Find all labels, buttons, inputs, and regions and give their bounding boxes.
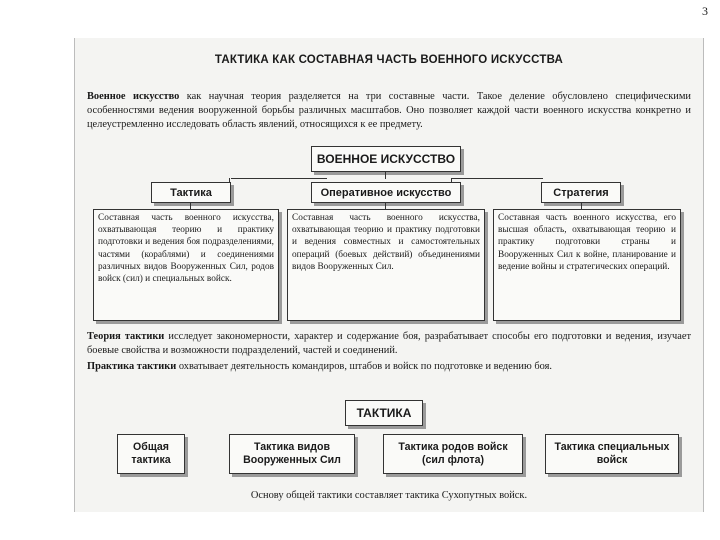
- theory-paragraph: [87, 330, 691, 358]
- connector-line: [385, 172, 386, 179]
- page-number: 3: [702, 4, 708, 18]
- special-troops-tactics-box: Тактика специальных войск: [545, 434, 679, 474]
- document-sheet: [74, 38, 704, 512]
- tactics-description-box: Составная часть военного искусства, охватывающая теорию и практику подготовки и ведения боя подразделениями, частями (кораблями) и соединениями различных видов Вооруженных Сил, родов войск (сил) и специальных войск.: [93, 209, 279, 321]
- armed-forces-branches-tactics-box: Тактика видов Вооруженных Сил: [229, 434, 355, 474]
- general-tactics-box: Общая тактика: [117, 434, 185, 474]
- military-art-root-box: ВОЕННОЕ ИСКУССТВО: [311, 146, 461, 172]
- intro-term: Военное искусство: [87, 91, 180, 102]
- practice-paragraph: [87, 360, 691, 374]
- bottom-note: Основу общей тактики составляет тактика Сухопутных войск.: [250, 490, 528, 501]
- connector-line: [451, 178, 543, 179]
- theory-text: исследует закономерности, характер и содержание боя, разрабатывает способы его подготовки и ведения, изучает боевые свойства и возможности подразделений, частей и соединений.: [87, 331, 691, 356]
- practice-text: охватывает деятельность командиров, штабов и войск по подготовке и ведению боя.: [176, 361, 552, 372]
- tactics-header-box: Тактика: [151, 182, 231, 203]
- tactics-root-box: ТАКТИКА: [345, 400, 423, 426]
- page-title: ТАКТИКА КАК СОСТАВНАЯ ЧАСТЬ ВОЕННОГО ИСКУССТВА: [214, 54, 564, 66]
- practice-term: Практика тактики: [87, 361, 177, 372]
- theory-term: Теория тактики: [87, 331, 165, 342]
- connector-line: [231, 178, 327, 179]
- intro-paragraph: [87, 90, 691, 132]
- combat-arms-tactics-box: Тактика родов войск (сил флота): [383, 434, 523, 474]
- operational-art-header-box: Оперативное искусство: [311, 182, 461, 203]
- strategy-description-box: Составная часть военного искусства, его высшая область, охватывающая теорию и практику подготовки страны и Вооруженных Сил к войне, планирование и ведение войны и стратегических операций.: [493, 209, 681, 321]
- strategy-header-box: Стратегия: [541, 182, 621, 203]
- intro-text: как научная теория разделяется на три составные части. Такое деление обусловлено специфическими особенностями ведения вооруженной борьбы различных масштабов. Оно позволяет каждой части военного искусства конкретно и целеустремленно исследовать область явлений, относящихся к ее предмету.: [87, 91, 691, 130]
- operational-art-description-box: Составная часть военного искусства, охватывающая теорию и практику подготовки и ведения совместных и самостоятельных операций (боевых действий) объединениями видов Вооруженных Сил.: [287, 209, 485, 321]
